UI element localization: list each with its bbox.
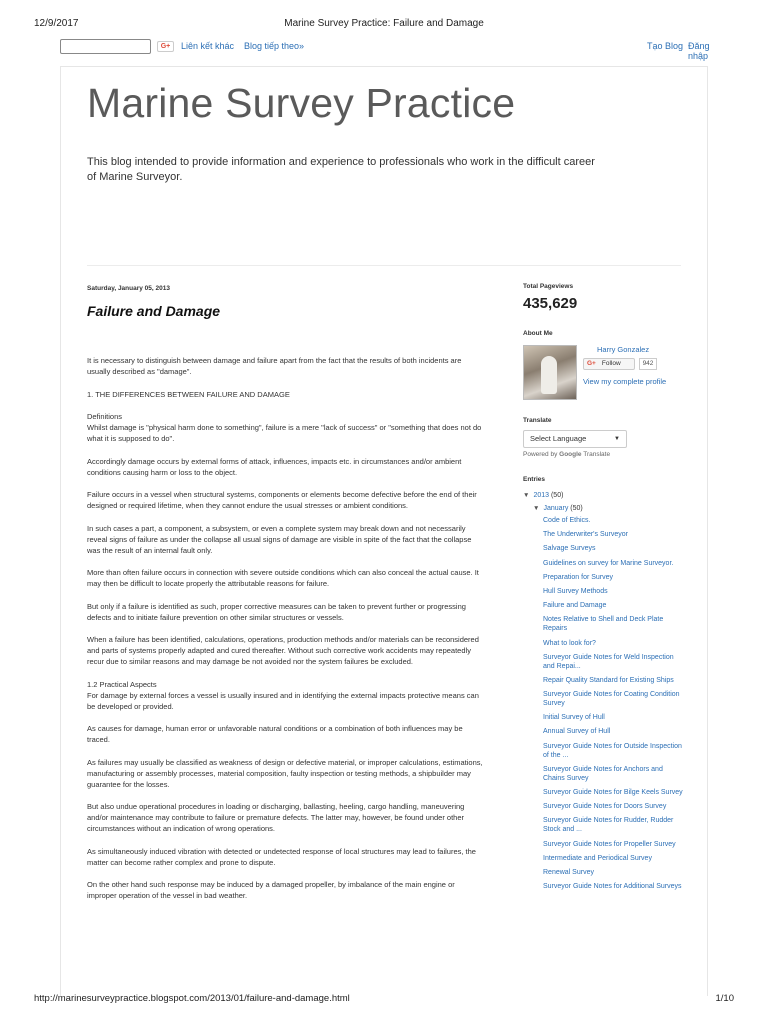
post-body xyxy=(87,355,485,913)
archive-year-label[interactable]: 2013 xyxy=(533,492,550,499)
print-header xyxy=(0,18,768,32)
archive-month-label[interactable]: January xyxy=(543,505,569,512)
post-paragraph: As failures may usually be classified as weakness of design or defective material, or improper calculations, estimations, manufacturing or assembly processes, material composition, faulty inspection or testing methods, a shipbuilder may guarantee for the losses. xyxy=(87,757,483,789)
post-paragraph: When a failure has been identified, calculations, operations, production methods and/or materials can be reconsidered and parts of systems properly adapted and cured thereafter. Without such corrective work accidents may repeatedly recur due to similar reasons and may damage be not avoided nor the system failures be excluded. xyxy=(87,635,479,666)
search-input[interactable] xyxy=(60,39,151,54)
google-plus-icon: G+ xyxy=(587,360,596,367)
person-figure-icon xyxy=(541,356,557,394)
collapse-triangle-icon[interactable]: ▼ xyxy=(523,492,530,499)
translate-word[interactable]: Translate xyxy=(583,451,611,458)
archive-post-link[interactable]: Surveyor Guide Notes for Anchors and Chains Survey xyxy=(543,765,663,782)
follower-count: 942 xyxy=(639,358,657,370)
archive-post-link[interactable]: Failure and Damage xyxy=(543,602,607,610)
archive-post-link[interactable]: Guidelines on survey for Marine Surveyor. xyxy=(543,559,674,567)
print-url: http://marinesurveypractice.blogspot.com/2013/01/failure-and-damage.html xyxy=(34,993,350,1004)
post-paragraph: In such cases a part, a component, a subsystem, or even a complete system may break down and not necessarily reveal signs of failure as under the collapse all usual signs of damage are visible in spite of the fact that the collapse was the result of an internal fault only. xyxy=(87,523,472,555)
archive-post-link[interactable]: The Underwriter's Surveyor xyxy=(543,531,628,539)
google-logo: Google xyxy=(559,451,582,458)
blogger-navbar xyxy=(60,38,710,61)
archive-post-link[interactable]: Repair Quality Standard for Existing Ships xyxy=(543,676,674,684)
entries-title: Entries xyxy=(523,476,546,483)
print-page-number: 1/10 xyxy=(715,993,734,1004)
post-paragraph: On the other hand such response may be induced by a damaged propeller, by imbalance of the main engine or improper operation of the vessel in bad weather. xyxy=(87,880,455,900)
archive-year[interactable] xyxy=(523,491,688,500)
archive-post-link[interactable]: Surveyor Guide Notes for Propeller Survey xyxy=(543,840,676,848)
archive-post-link[interactable]: Renewal Survey xyxy=(543,868,594,876)
post-paragraph: More than often failure occurs in connection with severe outside conditions which can also conceal the actual cause. It may then be difficult to locate properly the attributable reasons for failure. xyxy=(87,568,479,588)
post-paragraph: But only if a failure is identified as such, proper corrective measures can be taken to prevent further or progressing defects and to initiate failure prevention on other similar structures or vessels. xyxy=(87,601,466,622)
create-blog-link[interactable]: Tạo Blog xyxy=(647,41,684,51)
archive-month[interactable] xyxy=(533,504,688,513)
next-blog-link[interactable]: Blog tiếp theo» xyxy=(244,41,305,51)
pageviews-value: 435,629 xyxy=(523,295,578,312)
archive-post-link[interactable]: Surveyor Guide Notes for Additional Surveys xyxy=(543,883,682,891)
powered-by xyxy=(523,451,688,458)
post-paragraph: Accordingly damage occurs by external forms of attack, influences, impacts etc. in circumstances and/or ambient conditions causing harm or loss to the object. xyxy=(87,456,462,477)
post-paragraph: Failure occurs in a vessel when structural systems, components or elements become defective before the end of their designed or required lifetime, when they cannot endure the usual stresses or ambient conditions. xyxy=(87,490,477,510)
post-title[interactable]: Failure and Damage xyxy=(87,303,221,319)
archive-post-link[interactable]: Code of Ethics. xyxy=(543,517,591,524)
archive-post-link[interactable]: Surveyor Guide Notes for Bilge Keels Survey xyxy=(543,789,683,796)
blog-description: This blog intended to provide information and experience to professionals who work in the difficult career of Marine Surveyor. xyxy=(87,156,595,183)
collapse-triangle-icon[interactable]: ▼ xyxy=(533,505,540,512)
archive-post-link[interactable]: Notes Relative to Shell and Deck Plate Repairs xyxy=(543,616,664,633)
blog-archive xyxy=(523,491,688,891)
profile-link[interactable]: View my complete profile xyxy=(583,377,667,386)
sidebar xyxy=(523,283,688,896)
archive-month-count: (50) xyxy=(570,505,583,512)
archive-year-count: (50) xyxy=(550,492,564,499)
post-paragraph: 1. THE DIFFERENCES BETWEEN FAILURE AND DAMAGE xyxy=(87,389,290,399)
archive-post-link[interactable]: What to look for? xyxy=(543,639,596,647)
about-title: About Me xyxy=(523,330,553,337)
sign-in-link[interactable]: Đăng nhập xyxy=(688,41,710,61)
archive-post-link[interactable]: Preparation for Survey xyxy=(543,573,614,581)
author-photo[interactable] xyxy=(523,345,577,400)
archive-post-link[interactable]: Surveyor Guide Notes for Rudder, Rudder Stock and ... xyxy=(543,817,674,834)
post-paragraph: As simultaneously induced vibration with detected or undetected response of local structures may lead to failures, the matter can become rather complex and prone to dispute. xyxy=(87,846,476,867)
dropdown-arrow-icon: ▼ xyxy=(614,436,620,442)
archive-post-link[interactable]: Surveyor Guide Notes for Doors Survey xyxy=(543,803,667,811)
google-plus-button[interactable]: G+ xyxy=(157,41,174,52)
archive-post-link[interactable]: Annual Survey of Hull xyxy=(543,728,611,736)
language-select[interactable] xyxy=(523,430,627,448)
archive-post-link[interactable]: Surveyor Guide Notes for Coating Condition Survey xyxy=(543,691,680,708)
archive-post-link[interactable]: Initial Survey of Hull xyxy=(543,714,605,722)
blog-title[interactable]: Marine Survey Practice xyxy=(87,80,516,126)
post-paragraph: 1.2 Practical Aspects For damage by external forces a vessel is usually insured and in identifying the external impacts protective means can be developed or provided. xyxy=(87,679,479,711)
print-footer xyxy=(0,993,768,1007)
about-widget xyxy=(523,345,688,405)
post-date: Saturday, January 05, 2013 xyxy=(87,285,170,292)
follow-button[interactable] xyxy=(583,358,635,370)
archive-post-link[interactable]: Intermediate and Periodical Survey xyxy=(543,854,652,862)
language-select-label: Select Language xyxy=(530,434,587,443)
pageviews-title: Total Pageviews xyxy=(523,283,574,290)
archive-post-link[interactable]: Surveyor Guide Notes for Outside Inspection of the ... xyxy=(543,742,682,759)
translate-title: Translate xyxy=(523,417,552,424)
archive-post-link[interactable]: Hull Survey Methods xyxy=(543,587,608,595)
header-divider xyxy=(87,265,681,266)
archive-post-link[interactable]: Surveyor Guide Notes for Weld Inspection and Repai... xyxy=(543,653,674,670)
post-paragraph: It is necessary to distinguish between damage and failure apart from the fact that the results of both incidents are usually described as "damage". xyxy=(87,356,462,376)
archive-post-link[interactable]: Salvage Surveys xyxy=(543,545,596,553)
author-name[interactable]: Harry Gonzalez xyxy=(597,345,650,354)
follow-label: Follow xyxy=(601,360,621,367)
powered-by-label: Powered by xyxy=(523,451,558,458)
print-date: 12/9/2017 xyxy=(34,18,79,29)
print-title: Marine Survey Practice: Failure and Damage xyxy=(284,18,484,29)
more-links-link[interactable]: Liên kết khác xyxy=(181,41,235,51)
post-paragraph: But also undue operational procedures in loading or discharging, ballasting, heeling, cargo handling, maneuvering and/or maintenance may contribute to failure or premature defects. The latter may, however, be found under other circumstances without an indication of wrong operations. xyxy=(87,802,465,833)
post-paragraph: As causes for damage, human error or unfavorable natural conditions or a combination of both influences may be traced. xyxy=(87,724,463,744)
post-paragraph: Definitions Whilst damage is "physical harm done to something", failure is a mere "lack of success" or "something that does not do what it is supposed to do". xyxy=(87,412,482,443)
archive-post-list xyxy=(543,516,688,891)
